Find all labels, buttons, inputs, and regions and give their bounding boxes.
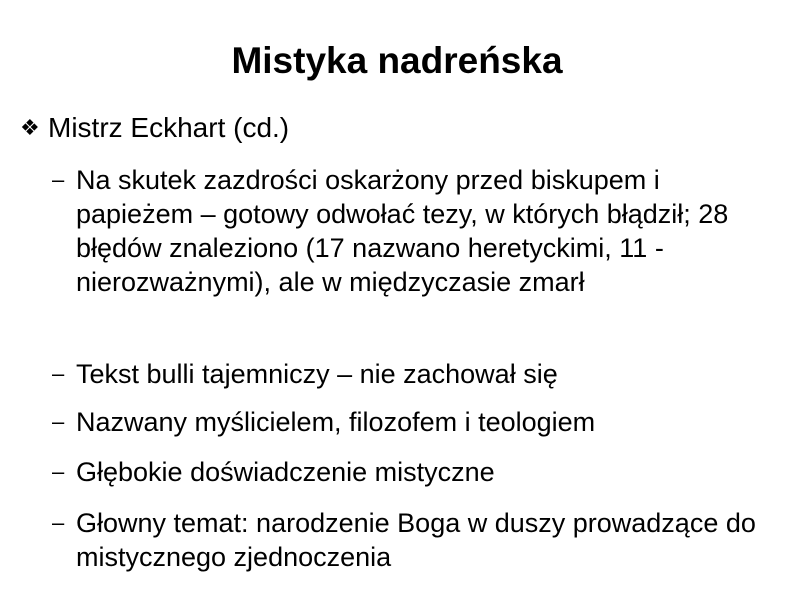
sub-bullet-4 xyxy=(52,455,794,489)
main-bullet-text: Mistrz Eckhart (cd.) xyxy=(48,112,290,143)
sub-bullet-1 xyxy=(52,163,794,299)
sub-bullet-text: Głowny temat: narodzenie Boga w duszy prowadzące do mistycznego zjednoczenia xyxy=(76,508,756,572)
sub-bullet-text: Głębokie doświadczenie mistyczne xyxy=(76,457,495,487)
sub-bullet-2 xyxy=(52,357,794,391)
main-bullet xyxy=(20,110,780,146)
sub-bullet-text: Na skutek zazdrości oskarżony przed biskupem i papieżem – gotowy odwołać tezy, w których błądził; 28 błędów znaleziono (17 nazwano heretyckimi, 11 - nierozważnymi), ale w międzyczasie zmarł xyxy=(76,165,729,297)
sub-bullet-text: Tekst bulli tajemniczy – nie zachował się xyxy=(76,359,558,389)
sub-bullet-3 xyxy=(52,405,794,439)
dash-bullet-icon: – xyxy=(52,409,65,434)
dash-bullet-icon: – xyxy=(52,167,65,192)
sub-bullet-5 xyxy=(52,506,794,574)
dash-bullet-icon: – xyxy=(52,510,65,535)
diamond-bullet-icon: ❖ xyxy=(20,115,40,140)
dash-bullet-icon: – xyxy=(52,361,65,386)
slide-title: Mistyka nadreńska xyxy=(231,40,563,81)
dash-bullet-icon: – xyxy=(52,459,65,484)
sub-bullet-text: Nazwany myślicielem, filozofem i teologiem xyxy=(76,407,596,437)
